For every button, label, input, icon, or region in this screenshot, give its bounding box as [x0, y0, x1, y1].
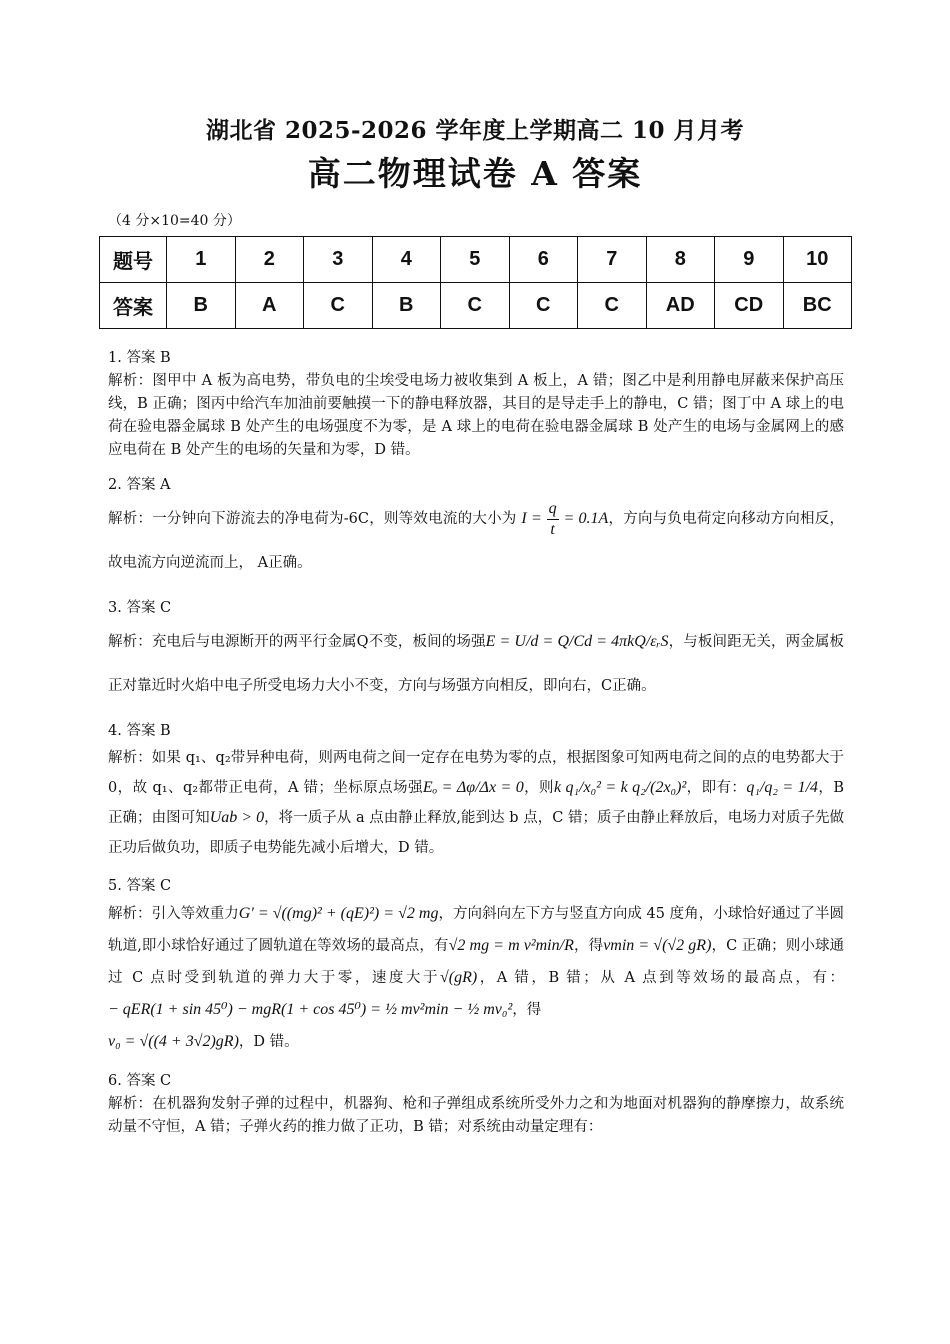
formula: q₁/q₂ = 1/4	[746, 779, 819, 796]
formula: Eₒ = Δφ/Δx = 0	[422, 779, 524, 796]
answer-row	[100, 283, 852, 329]
explanation-text: ，A 错，B 错；从 A 点到等效场的最高点，有：	[477, 970, 844, 986]
question-5-explanation	[108, 875, 844, 1058]
answer-cell: C	[304, 283, 373, 329]
formula: E = U/d = Q/Cd = 4πkQ/εᵣS	[485, 633, 669, 650]
question-number-cell: 10	[783, 237, 852, 283]
formula-lhs: I =	[521, 510, 542, 527]
explanation-text: ，得	[512, 1002, 542, 1018]
explanations	[108, 347, 844, 1151]
answer-cell: BC	[783, 283, 852, 329]
question-number-cell: 3	[304, 237, 373, 283]
explanation-text: 解析：图甲中 A 板为高电势，带负电的尘埃受电场力被收集到 A 板上，A 错；图乙中是利用静电屏蔽来保护高压线，B 正确；图丙中给汽车加油前要触摸一下的静电释放器，其目的是导走手上的静电，C 错；图丁中 A 球上的电荷在验电器金属球 B 处产生的电场强度不为零，是 A 球上的电荷在验电器金属球 B 处产生的电场与金属网上的感应电荷在 B 处产生的电场的矢量和为零，D 错。	[108, 373, 844, 458]
question-1-explanation	[108, 347, 844, 462]
question-2-explanation	[108, 474, 844, 585]
answer-cell: B	[167, 283, 236, 329]
question-number-cell: 1	[167, 237, 236, 283]
score-note: （4 分×10=40 分）	[108, 213, 241, 229]
fraction-numerator: q	[547, 499, 559, 520]
answer-cell: C	[578, 283, 647, 329]
explanation-text: ，D 错。	[238, 1034, 299, 1050]
answer-key-title: 高二物理试卷 A 答案	[307, 154, 643, 193]
formula: G′ = √((mg)² + (qE)²) = √2 mg	[238, 905, 439, 922]
question-number-cell: 6	[509, 237, 578, 283]
answer-cell: AD	[646, 283, 715, 329]
question-number-cell: 2	[235, 237, 304, 283]
question-number-cell: 4	[372, 237, 441, 283]
formula: k q₁/x₀² = k q₂/(2x₀)²	[553, 779, 687, 796]
formula: − qER(1 + sin 45⁰) − mgR(1 + cos 45⁰) = ½ mv²min − ½ mv₀²	[108, 1001, 513, 1018]
formula: v₀ = √((4 + 3√2)gR)	[108, 1033, 239, 1050]
question-number-cell: 9	[715, 237, 784, 283]
formula: √(gR)	[440, 969, 478, 986]
question-number-cell: 7	[578, 237, 647, 283]
question-label: 3. 答案 C	[108, 600, 172, 616]
question-number-cell: 8	[646, 237, 715, 283]
explanation-text: ，B 正确；由图可知	[108, 780, 845, 826]
question-number-header: 题号	[100, 237, 167, 283]
formula: vmin = √(√2 gR)	[603, 937, 712, 954]
explanation-text: 解析：引入等效重力	[108, 906, 239, 922]
fraction-denominator: t	[550, 520, 555, 538]
explanation-text: ，C 正确；则小球通过 C 点时受到轨道的弹力大于零，速度大于	[108, 938, 845, 986]
question-label: 4. 答案 B	[108, 723, 171, 739]
explanation-paragraph	[108, 898, 844, 1058]
answer-cell: CD	[715, 283, 784, 329]
question-6-explanation	[108, 1070, 844, 1139]
question-label: 1. 答案 B	[108, 350, 171, 366]
explanation-text: 解析：在机器狗发射子弹的过程中，机器狗、枪和子弹组成系统所受外力之和为地面对机器狗的静摩擦力，故系统动量不守恒，A 错；子弹火药的推力做了正功，B 错；对系统由动量定理有：	[108, 1096, 844, 1135]
formula: √2 mg = m v²min/R	[448, 937, 574, 954]
question-label: 2. 答案 A	[108, 477, 171, 493]
formula-rhs: = 0.1A	[563, 510, 609, 527]
answer-cell: A	[235, 283, 304, 329]
answer-cell: C	[509, 283, 578, 329]
explanation-paragraph	[108, 620, 844, 708]
explanation-text: ，将一质子从 a 点由静止释放,能到达 b 点，C 错；质子由静止释放后，电场力对质子先做正功后做负功，即质子电势能先减小后增大，D 错。	[108, 810, 844, 856]
explanation-text: ，方向与负电荷定向移动方向相反，故电流方向逆流而上， A正确。	[108, 511, 844, 571]
explanation-paragraph	[108, 497, 844, 585]
question-number-cell: 5	[441, 237, 510, 283]
explanation-text: ，即有：	[686, 780, 747, 796]
answer-table	[99, 236, 852, 329]
explanation-text: ，方向斜向左下方与竖直方向成 45 度角，小球恰好通过了半圆轨道,即小球恰好通过了圆轨道在等效场的最高点，有	[108, 906, 844, 954]
question-3-explanation	[108, 597, 844, 708]
fraction	[547, 499, 559, 540]
question-label: 6. 答案 C	[108, 1073, 172, 1089]
explanation-text: ，得	[573, 938, 604, 954]
explanation-text: 解析：如果 q₁、q₂带异种电荷，则两电荷之间一定存在电势为零的点，根据图象可知两电荷之间的点的电势都大于 0，故 q₁、q₂都带正电荷，A 错；坐标原点场强	[108, 750, 844, 796]
question-label: 5. 答案 C	[108, 878, 172, 894]
explanation-text: 解析：一分钟向下游流去的净电荷为-6C，则等效电流的大小为	[108, 511, 517, 527]
answer-cell: B	[372, 283, 441, 329]
answer-cell: C	[441, 283, 510, 329]
explanation-text: ，则	[523, 780, 554, 796]
explanation-text: 解析：充电后与电源断开的两平行金属Q不变，板间的场强	[108, 634, 486, 650]
formula: Uab > 0	[209, 809, 265, 826]
question-4-explanation	[108, 720, 844, 863]
explanation-paragraph	[108, 743, 844, 863]
answer-header: 答案	[100, 283, 167, 329]
question-number-row	[100, 237, 852, 283]
exam-title: 湖北省 2025-2026 学年度上学期高二 10 月月考	[205, 117, 745, 144]
explanation-text: ，与板间距无关，两金属板正对靠近时火焰中电子所受电场力大小不变，方向与场强方向相反，即向右，C正确。	[108, 634, 845, 694]
